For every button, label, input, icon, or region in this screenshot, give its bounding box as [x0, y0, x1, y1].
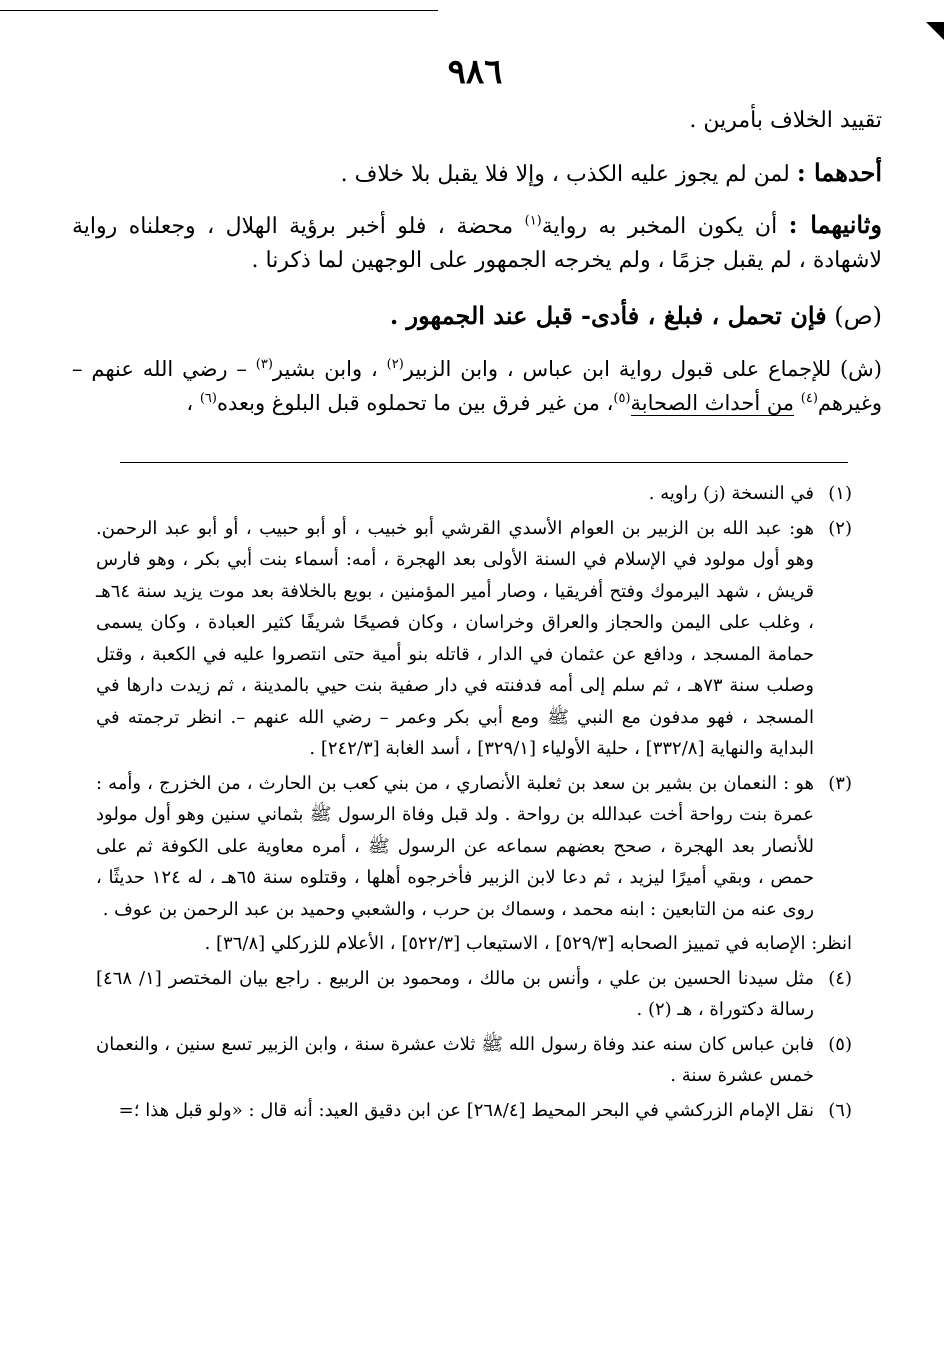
first-text: لمن لم يجوز عليه الكذب ، وإلا فلا يقبل بلا خلاف .	[340, 162, 790, 187]
intro-text: تقييد الخلاف بأمرين .	[689, 108, 882, 133]
paragraph-sharh	[72, 352, 882, 420]
footnote-number: (١)	[828, 483, 852, 504]
footnote-6	[96, 1095, 852, 1127]
second-lead: وثانيهما :	[788, 210, 883, 239]
footnote-5	[96, 1029, 852, 1092]
footnote-text: انظر: الإصابه في تمييز الصحابه [٥٢٩/٣] ، الاستيعاب [٥٢٢/٣] ، الأعلام للزركلي [٣٦/٨] .	[204, 933, 852, 954]
footnote-ref-5: (٥)	[613, 391, 631, 406]
footnote-text: فابن عباس كان سنه عند وفاة رسول الله ﷺ ثلاث عشرة سنة ، وابن الزبير تسع سنين ، والنعمان خمس عشرة سنة .	[96, 1033, 814, 1086]
paragraph-second	[72, 208, 882, 278]
footnote-ref-3: (٣)	[255, 357, 273, 372]
top-rule	[0, 10, 438, 11]
sharh-text-b: ، وابن بشير	[272, 357, 378, 381]
footnote-text: هو : النعمان بن بشير بن سعد بن ثعلبة الأنصاري ، من بني كعب بن الحارث ، من الخزرج ، وأمه : عمرة بنت رواحة أخت عبدالله بن رواحة . ولد قبل وفاة الرسول ﷺ بثماني سنين وهو أول مولود للأنصار بعد الهجرة ، صحح بعضهم سماعه عن الرسول ﷺ ، أمره معاوية على الكوفة ثم على حمص ، وبقي أميرًا ليزيد ، ثم دعا لابن الزبير فأخرجوه أهلها ، وقتلوه سنة ٦٥هـ ، له ١٢٤ حديثًا ، روى عنه من التابعين : ابنه محمد ، وسماك بن حرب ، والشعبي وحميد بن عبد الرحمن بن عوف .	[96, 772, 815, 920]
footnote-3-references	[96, 928, 852, 960]
footnote-number: (٦)	[828, 1099, 852, 1121]
footnote-ref-4: (٤)	[800, 391, 818, 406]
paragraph-matn	[72, 298, 882, 334]
sharh-text-f: ،	[186, 391, 194, 415]
sharh-text-a: (ش) للإجماع على قبول رواية ابن عباس ، وابن الزبير	[403, 357, 882, 381]
footnote-1	[96, 478, 852, 510]
footnote-text: هو: عبد الله بن الزبير بن العوام الأسدي القرشي أبو خبيب ، أو أبو حبيب ، أو أبو عبد الرحمن. وهو أول مولود في الإسلام في السنة الأولى بعد الهجرة ، أمه: أسماء بنت أبي بكر ، وهو فارس قريش ، شهد اليرموك وفتح أفريقيا ، وصار أمير المؤمنين ، بويع بالخلافة بعد موت يزيد سنة ٦٤هـ ، وغلب على اليمن والحجاز والعراق وخراسان ، وكان فصيحًا شريفًا كثير العبادة ، وكان يسمى حمامة المسجد ، ودافع عن عثمان في الدار ، قاتله بنو أمية حتى انتصروا عليه في الكعبة ، وقتل وصلب سنة ٧٣هـ ، ثم سلم إلى أمه فدفنته في دار صفية بنت حيي بالمدينة ، ثم زيدت دارها في المسجد ، فهو مدفون مع النبي ﷺ ومع أبي بكر وعمر – رضي الله عنهم –. انظر ترجمته في البداية والنهاية [٣٣٢/٨] ، حلية الأولياء [٣٢٩/١] ، أسد الغابة [٢٤٢/٣] .	[96, 517, 814, 759]
main-text	[72, 104, 882, 420]
footnote-3	[96, 768, 852, 926]
sharh-text-e: ، من غير فرق بين ما تحملوه قبل البلوغ وبعده	[216, 391, 614, 415]
page-number: ٩٨٦	[447, 52, 503, 92]
second-text-b: محضة ، فلو أخبر برؤية الهلال ، وجعلناه رواية لاشهادة ، لم يقبل جزمًا ، ولم يخرجه الجمهور على الوجهين لما ذكرنا .	[72, 214, 882, 273]
first-lead: أحدهما :	[796, 158, 882, 187]
footnote-separator	[120, 462, 848, 463]
corner-triangle-mark	[926, 22, 944, 40]
footnote-4	[96, 963, 852, 1026]
sharh-text-d: من أحداث الصحابة	[630, 391, 795, 415]
sharh-text-c: – رضي الله عنهم –وغيرهم	[72, 357, 882, 415]
paragraph-intro	[72, 104, 882, 138]
matn-prefix: (ص)	[834, 302, 882, 330]
footnote-2	[96, 513, 852, 765]
footnote-text: نقل الإمام الزركشي في البحر المحيط [٢٦٨/٤] عن ابن دقيق العيد: أنه قال : «ولو قبل هذا ؛=	[118, 1099, 814, 1121]
paragraph-first	[72, 156, 882, 192]
footnote-ref-6: (٦)	[199, 391, 217, 406]
second-text-a: أن يكون المخبر به رواية	[541, 214, 778, 239]
footnote-number: (٥)	[828, 1033, 852, 1055]
footnote-ref-1: (١)	[524, 213, 542, 229]
footnote-number: (٢)	[828, 517, 852, 539]
footnote-ref-2: (٢)	[386, 357, 404, 372]
footnotes-section	[96, 478, 852, 1129]
matn-text: فإن تحمل ، فبلغ ، فأدى- قبل عند الجمهور .	[389, 301, 827, 330]
footnote-number: (٣)	[828, 772, 852, 794]
footnote-number: (٤)	[828, 967, 852, 989]
footnote-text: في النسخة (ز) راويه .	[648, 483, 814, 504]
footnote-text: مثل سيدنا الحسين بن علي ، وأنس بن مالك ، ومحمود بن الربيع . راجع بيان المختصر [١/ ٤٦٨] رسالة دكتوراة ، هـ (٢) .	[96, 967, 814, 1020]
